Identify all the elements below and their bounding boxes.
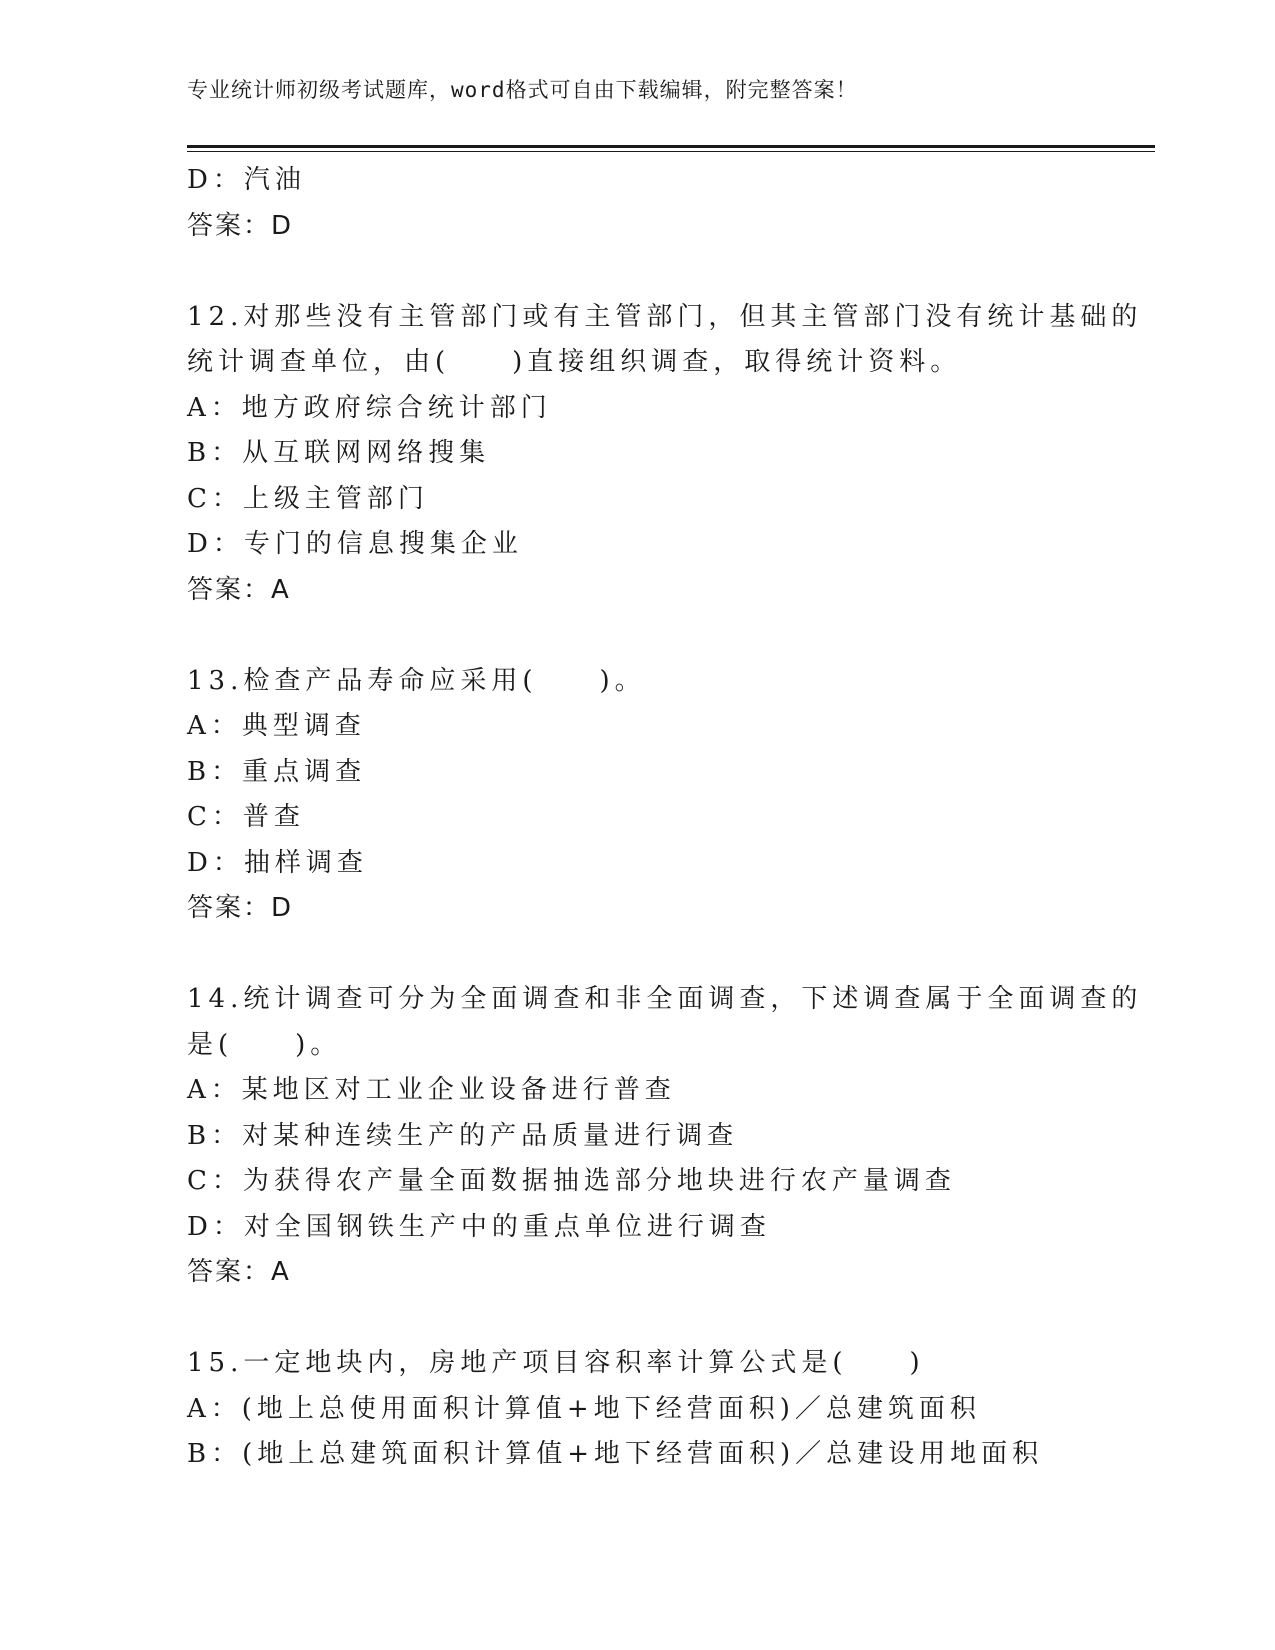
option-b: B：(地上总建筑面积计算值+地下经营面积)／总建设用地面积 [187,1439,1044,1469]
question-title-line: 12.对那些没有主管部门或有主管部门，但其主管部门没有统计基础的 [187,301,1143,332]
option-c: C：上级主管部门 [187,483,429,514]
spacer [187,249,1087,295]
option-b: B：对某种连续生产的产品质量进行调查 [187,1120,739,1151]
option-a: A：(地上总使用面积计算值+地下经营面积)／总建筑面积 [187,1393,981,1424]
question-13 [187,659,1087,932]
answer: 答案：D [187,893,294,923]
option-a: A：某地区对工业企业设备进行普查 [187,1075,676,1105]
option-c: C：普查 [187,802,305,832]
spacer [187,1296,1087,1342]
header-rule-thin [187,151,1155,152]
question-title-line: 14.统计调查可分为全面调查和非全面调查，下述调查属于全面调查的 [187,984,1143,1014]
answer: 答案：A [187,574,291,605]
option-b: B：重点调查 [187,756,367,787]
spacer [187,932,1087,978]
document-body [187,158,1143,1478]
question-15 [187,1341,1087,1478]
option-d: D：抽样调查 [187,847,368,878]
question-title-line: 统计调查单位，由( )直接组织调查，取得统计资料。 [187,347,962,377]
option-a: A：地方政府综合统计部门 [187,392,552,423]
option-d: D：专门的信息搜集企业 [187,529,523,559]
page-header: 专业统计师初级考试题库，word格式可自由下载编辑，附完整答案！ [187,78,858,102]
answer: 答案：A [187,1257,291,1287]
question-14 [187,977,1143,1296]
option-d: D：汽油 [187,165,306,195]
option-d: D：对全国钢铁生产中的重点单位进行调查 [187,1211,771,1242]
option-b: B：从互联网网络搜集 [187,438,491,468]
question-12 [187,295,1143,614]
question-title-line: 13.检查产品寿命应采用( )。 [187,665,646,696]
question-title-line: 是( )。 [187,1029,342,1060]
option-a: A：典型调查 [187,711,366,741]
header-rule-thick [187,145,1155,148]
question-title-line: 15.一定地块内，房地产项目容积率计算公式是( ) [187,1348,925,1378]
spacer [187,613,1087,659]
option-c: C：为获得农产量全面数据抽选部分地块进行农产量调查 [187,1166,956,1196]
answer: 答案：D [187,210,294,241]
